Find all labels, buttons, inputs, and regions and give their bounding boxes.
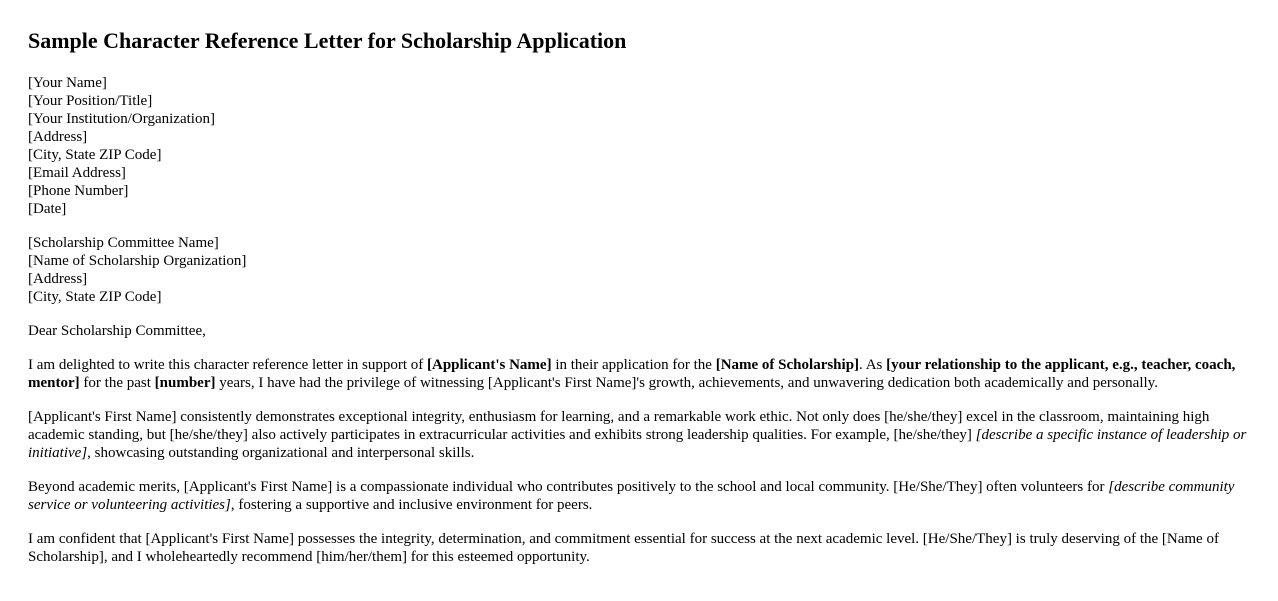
sender-address-block: [28, 74, 1250, 218]
bold-placeholder: [number]: [154, 375, 216, 391]
recipient-organization: [Name of Scholarship Organization]: [28, 253, 247, 269]
bold-placeholder: [your relationship to the applicant, e.g., teacher, coach, mentor]: [28, 357, 1236, 391]
letter-date: [Date]: [28, 201, 67, 217]
sender-institution: [Your Institution/Organization]: [28, 111, 215, 127]
paragraph-text: . As: [859, 357, 887, 373]
paragraph-text: , fostering a supportive and inclusive environment for peers.: [230, 497, 593, 513]
page-title: Sample Character Reference Letter for Scholarship Application: [28, 28, 627, 53]
sender-address: [Address]: [28, 129, 88, 145]
body-paragraph-1: [28, 356, 1250, 392]
paragraph-text: in their application for the: [551, 357, 716, 373]
recipient-address: [Address]: [28, 271, 88, 287]
bold-placeholder: [Name of Scholarship]: [715, 357, 860, 373]
paragraph-text: I am confident that [Applicant's First Name] possesses the integrity, determination, and commitment essential for success at the next academic level. [He/She/They] is truly deserving of the [Name of Scholarship], and I wholeheartedly recommend [him/her/them] for this esteemed opportunity.: [28, 531, 1219, 565]
recipient-address-block: [28, 234, 1250, 306]
sender-phone: [Phone Number]: [28, 183, 129, 199]
body-paragraph-4: [28, 530, 1250, 566]
salutation: Dear Scholarship Committee,: [28, 323, 206, 339]
recipient-committee-name: [Scholarship Committee Name]: [28, 235, 219, 251]
sender-city-state-zip: [City, State ZIP Code]: [28, 147, 162, 163]
paragraph-text: [Applicant's First Name] consistently demonstrates exceptional integrity, enthusiasm for learning, and a remarkable work ethic. Not only does [he/she/they] excel in the classroom, maintaining high academic standing, but [he/she/they] also actively participates in extracurricular activities and exhibits strong leadership qualities. For example, [he/she/they]: [28, 409, 1210, 443]
paragraph-text: , showcasing outstanding organizational and interpersonal skills.: [87, 445, 475, 461]
paragraph-text: I am delighted to write this character reference letter in support of: [28, 357, 427, 373]
paragraph-text: years, I have had the privilege of witnessing [Applicant's First Name]'s growth, achievements, and unwavering dedication both academically and personally.: [215, 375, 1158, 391]
bold-placeholder: [Applicant's Name]: [427, 357, 552, 373]
sender-name: [Your Name]: [28, 75, 107, 91]
body-paragraph-3: [28, 478, 1250, 514]
recipient-city-state-zip: [City, State ZIP Code]: [28, 289, 162, 305]
sender-position: [Your Position/Title]: [28, 93, 153, 109]
body-paragraph-2: [28, 408, 1250, 462]
italic-placeholder: [describe community service or volunteering activities]: [28, 479, 1235, 513]
paragraph-text: for the past: [79, 375, 155, 391]
paragraph-text: Beyond academic merits, [Applicant's First Name] is a compassionate individual who contributes positively to the school and local community. [He/She/They] often volunteers for: [28, 479, 1109, 495]
sender-email: [Email Address]: [28, 165, 126, 181]
italic-placeholder: [describe a specific instance of leadership or initiative]: [28, 427, 1247, 461]
